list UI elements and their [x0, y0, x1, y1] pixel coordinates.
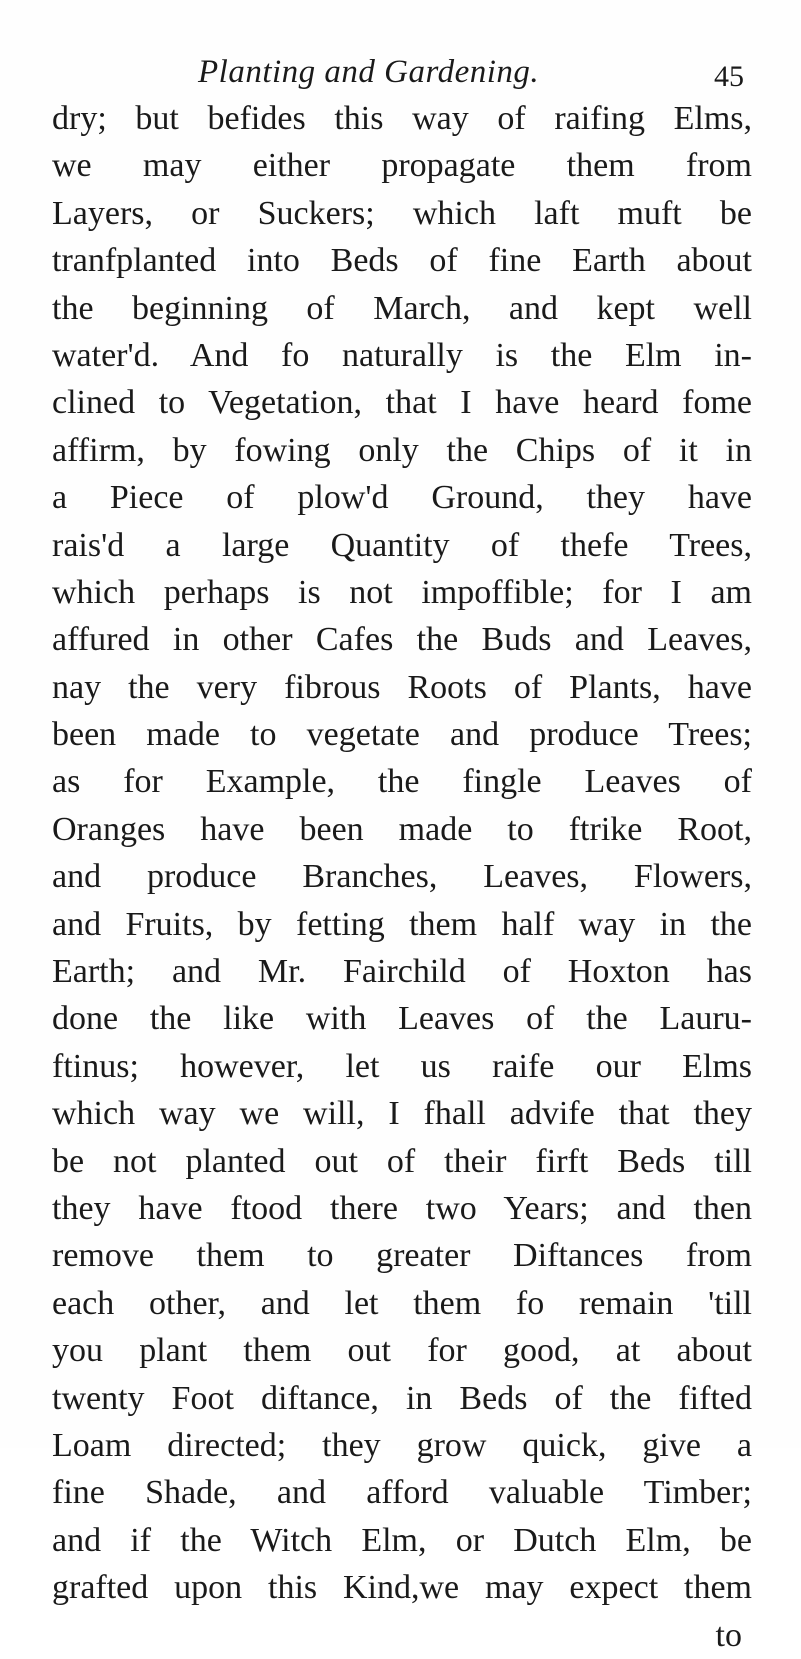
text-line: and Fruits, by fetting them half way in the: [52, 905, 752, 943]
catchword: to: [715, 1616, 742, 1654]
text-line: grafted upon this Kind,we may expect them: [52, 1569, 752, 1607]
text-line: dry; but befides this way of raifing Elms,: [52, 100, 752, 137]
text-line: affured in other Cafes the Buds and Leaves,: [52, 621, 752, 659]
text-line: the beginning of March, and kept well: [52, 289, 752, 327]
body-text: [52, 95, 752, 1659]
text-line: been made to vegetate and produce Trees;: [52, 716, 752, 754]
text-line: tranfplanted into Beds of fine Earth about: [52, 242, 752, 280]
text-line: ftinus; however, let us raife our Elms: [52, 1047, 752, 1085]
text-line: twenty Foot diftance, in Beds of the fifted: [52, 1379, 752, 1417]
text-line: we may either propagate them from: [52, 147, 752, 185]
text-line: rais'd a large Quantity of thefe Trees,: [52, 526, 752, 564]
text-line: nay the very fibrous Roots of Plants, have: [52, 668, 752, 706]
text-line: which perhaps is not impoffible; for I am: [52, 573, 752, 611]
text-line: done the like with Leaves of the Lauru-: [52, 1000, 752, 1038]
text-line: they have ftood there two Years; and then: [52, 1189, 752, 1227]
text-line: fine Shade, and afford valuable Timber;: [52, 1474, 752, 1512]
page-number: 45: [714, 60, 744, 93]
text-line: Oranges have been made to ftrike Root,: [52, 810, 752, 848]
text-line: and if the Witch Elm, or Dutch Elm, be: [52, 1521, 752, 1559]
text-line: affirm, by fowing only the Chips of it in: [52, 431, 752, 469]
text-line: Loam directed; they grow quick, give a: [52, 1426, 752, 1464]
text-line: be not planted out of their firft Beds till: [52, 1142, 752, 1180]
text-line: water'd. And fo naturally is the Elm in-: [52, 336, 752, 374]
text-line: you plant them out for good, at about: [52, 1332, 752, 1370]
text-line: as for Example, the fingle Leaves of: [52, 763, 752, 801]
text-line: and produce Branches, Leaves, Flowers,: [52, 858, 752, 896]
text-line: Earth; and Mr. Fairchild of Hoxton has: [52, 953, 752, 991]
text-line: remove them to greater Diftances from: [52, 1237, 752, 1275]
text-line: which way we will, I fhall advife that they: [52, 1095, 752, 1133]
text-line: each other, and let them fo remain 'till: [52, 1284, 752, 1322]
text-line: Layers, or Suckers; which laft muft be: [52, 194, 752, 232]
running-head: Planting and Gardening.: [198, 54, 540, 90]
text-line: clined to Vegetation, that I have heard fome: [52, 384, 752, 422]
text-line: a Piece of plow'd Ground, they have: [52, 479, 752, 517]
